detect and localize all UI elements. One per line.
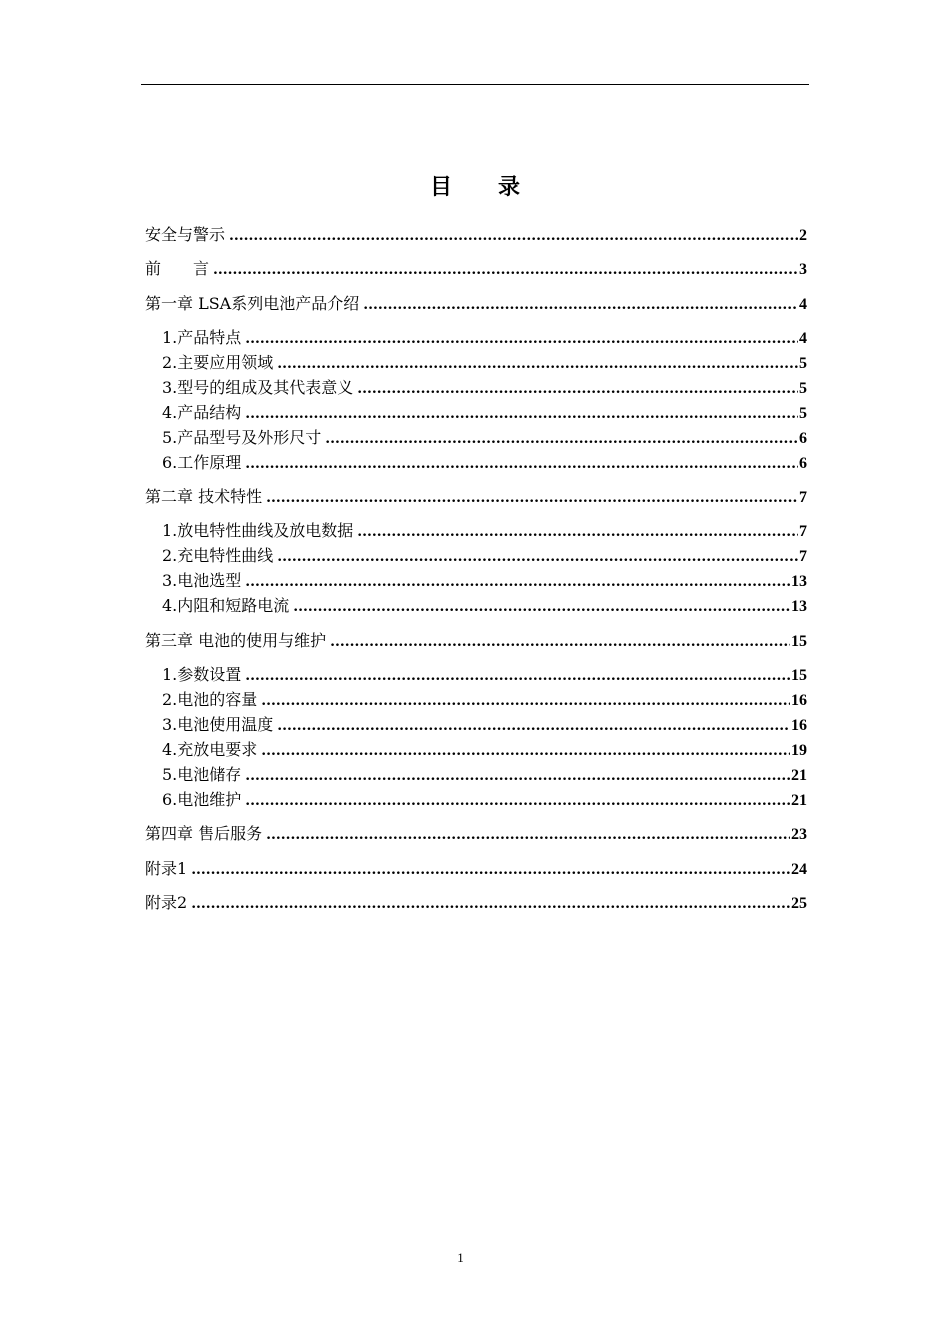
toc-entry-label: 附录1 (145, 859, 188, 878)
toc-entry-page: 21 (791, 767, 807, 784)
toc-entry-page: 16 (791, 717, 807, 734)
page-title-left: 目 (429, 175, 452, 200)
toc-entry-page: 5 (799, 380, 807, 397)
toc-entry[interactable] (145, 259, 807, 280)
toc-dot-leader (277, 716, 790, 736)
toc-entry-label: 1.放电特性曲线及放电数据 (162, 521, 354, 540)
toc-entry-page: 4 (799, 330, 807, 347)
toc-entry-page: 13 (791, 598, 807, 615)
toc-subentry[interactable] (162, 428, 807, 449)
toc-entry-page: 16 (791, 692, 807, 709)
toc-dot-leader (277, 354, 798, 374)
toc-dot-leader (229, 226, 798, 246)
toc-entry[interactable] (145, 294, 807, 315)
toc-subentry[interactable] (162, 665, 807, 686)
toc-dot-leader (330, 632, 790, 652)
toc-entry-page: 7 (799, 548, 807, 565)
toc-entry-page: 4 (799, 296, 807, 313)
toc-dot-leader (245, 329, 798, 349)
toc-entry-page: 6 (799, 430, 807, 447)
toc-entry[interactable] (145, 487, 807, 508)
toc-entry[interactable] (145, 859, 807, 880)
toc-dot-leader (245, 791, 790, 811)
toc-entry-page: 19 (791, 742, 807, 759)
toc-entry-label: 2.主要应用领域 (162, 353, 274, 372)
toc-entry-page: 7 (799, 489, 807, 506)
header-rule (141, 84, 809, 85)
toc-entry-label: 4.充放电要求 (162, 740, 258, 759)
toc-subentry[interactable] (162, 790, 807, 811)
toc-subentry[interactable] (162, 740, 807, 761)
toc-subentry[interactable] (162, 715, 807, 736)
toc-entry-page: 21 (791, 792, 807, 809)
page-number: 1 (457, 1250, 464, 1265)
toc-dot-leader (213, 260, 798, 280)
toc-entry-label: 3.型号的组成及其代表意义 (162, 378, 354, 397)
toc-dot-leader (266, 825, 790, 845)
toc-entry-label: 安全与警示 (145, 225, 226, 244)
toc-entry-label: 6.工作原理 (162, 453, 242, 472)
page-title (0, 170, 950, 201)
toc-dot-leader (245, 766, 790, 786)
toc-entry-page: 25 (791, 895, 807, 912)
toc-entry-page: 23 (791, 826, 807, 843)
toc-entry-page: 13 (791, 573, 807, 590)
toc-dot-leader (191, 894, 790, 914)
toc-dot-leader (325, 429, 798, 449)
toc-entry-label: 前 言 (145, 259, 210, 278)
toc-dot-leader (277, 547, 798, 567)
toc-entry-label: 5.产品型号及外形尺寸 (162, 428, 322, 447)
toc-entry-label: 1.参数设置 (162, 665, 242, 684)
toc-dot-leader (191, 860, 790, 880)
toc-entry-label: 第四章 售后服务 (145, 824, 263, 843)
toc-entry-label: 2.电池的容量 (162, 690, 258, 709)
toc-subentry[interactable] (162, 403, 807, 424)
toc-dot-leader (245, 666, 790, 686)
toc-entry-page: 3 (799, 261, 807, 278)
toc-entry-page: 24 (791, 861, 807, 878)
toc-entry[interactable] (145, 225, 807, 246)
toc-subentry[interactable] (162, 353, 807, 374)
toc-entry-label: 2.充电特性曲线 (162, 546, 274, 565)
toc-subentry[interactable] (162, 546, 807, 567)
toc-dot-leader (357, 379, 798, 399)
toc-entry-page: 2 (799, 227, 807, 244)
toc-entry[interactable] (145, 824, 807, 845)
toc-subentry[interactable] (162, 571, 807, 592)
toc-entry-label: 第三章 电池的使用与维护 (145, 631, 327, 650)
toc-dot-leader (245, 404, 798, 424)
toc-entry[interactable] (145, 631, 807, 652)
toc-entry[interactable] (145, 893, 807, 914)
toc-dot-leader (245, 454, 798, 474)
toc-dot-leader (261, 691, 790, 711)
toc-subentry[interactable] (162, 596, 807, 617)
toc-entry-label: 附录2 (145, 893, 188, 912)
toc-dot-leader (261, 741, 790, 761)
toc-subentry[interactable] (162, 690, 807, 711)
toc-entry-page: 15 (791, 667, 807, 684)
toc-entry-label: 1.产品特点 (162, 328, 242, 347)
toc-dot-leader (293, 597, 790, 617)
toc-entry-page: 15 (791, 633, 807, 650)
toc-entry-label: 5.电池储存 (162, 765, 242, 784)
toc-entry-label: 第二章 技术特性 (145, 487, 263, 506)
page-title-right: 录 (498, 175, 521, 200)
toc-entry-page: 5 (799, 405, 807, 422)
toc-entry-label: 3.电池选型 (162, 571, 242, 590)
toc-subentry[interactable] (162, 521, 807, 542)
toc-entry-label: 6.电池维护 (162, 790, 242, 809)
toc-dot-leader (363, 295, 798, 315)
toc-subentry[interactable] (162, 378, 807, 399)
toc-subentry[interactable] (162, 453, 807, 474)
toc-entry-label: 3.电池使用温度 (162, 715, 274, 734)
toc-entry-label: 4.内阻和短路电流 (162, 596, 290, 615)
toc-entry-label: 第一章 LSA系列电池产品介绍 (145, 294, 360, 313)
toc-entry-page: 6 (799, 455, 807, 472)
toc-entry-page: 5 (799, 355, 807, 372)
toc-dot-leader (245, 572, 790, 592)
toc-dot-leader (357, 522, 798, 542)
toc-dot-leader (266, 488, 798, 508)
toc-subentry[interactable] (162, 765, 807, 786)
toc-subentry[interactable] (162, 328, 807, 349)
toc-entry-label: 4.产品结构 (162, 403, 242, 422)
toc-entry-page: 7 (799, 523, 807, 540)
